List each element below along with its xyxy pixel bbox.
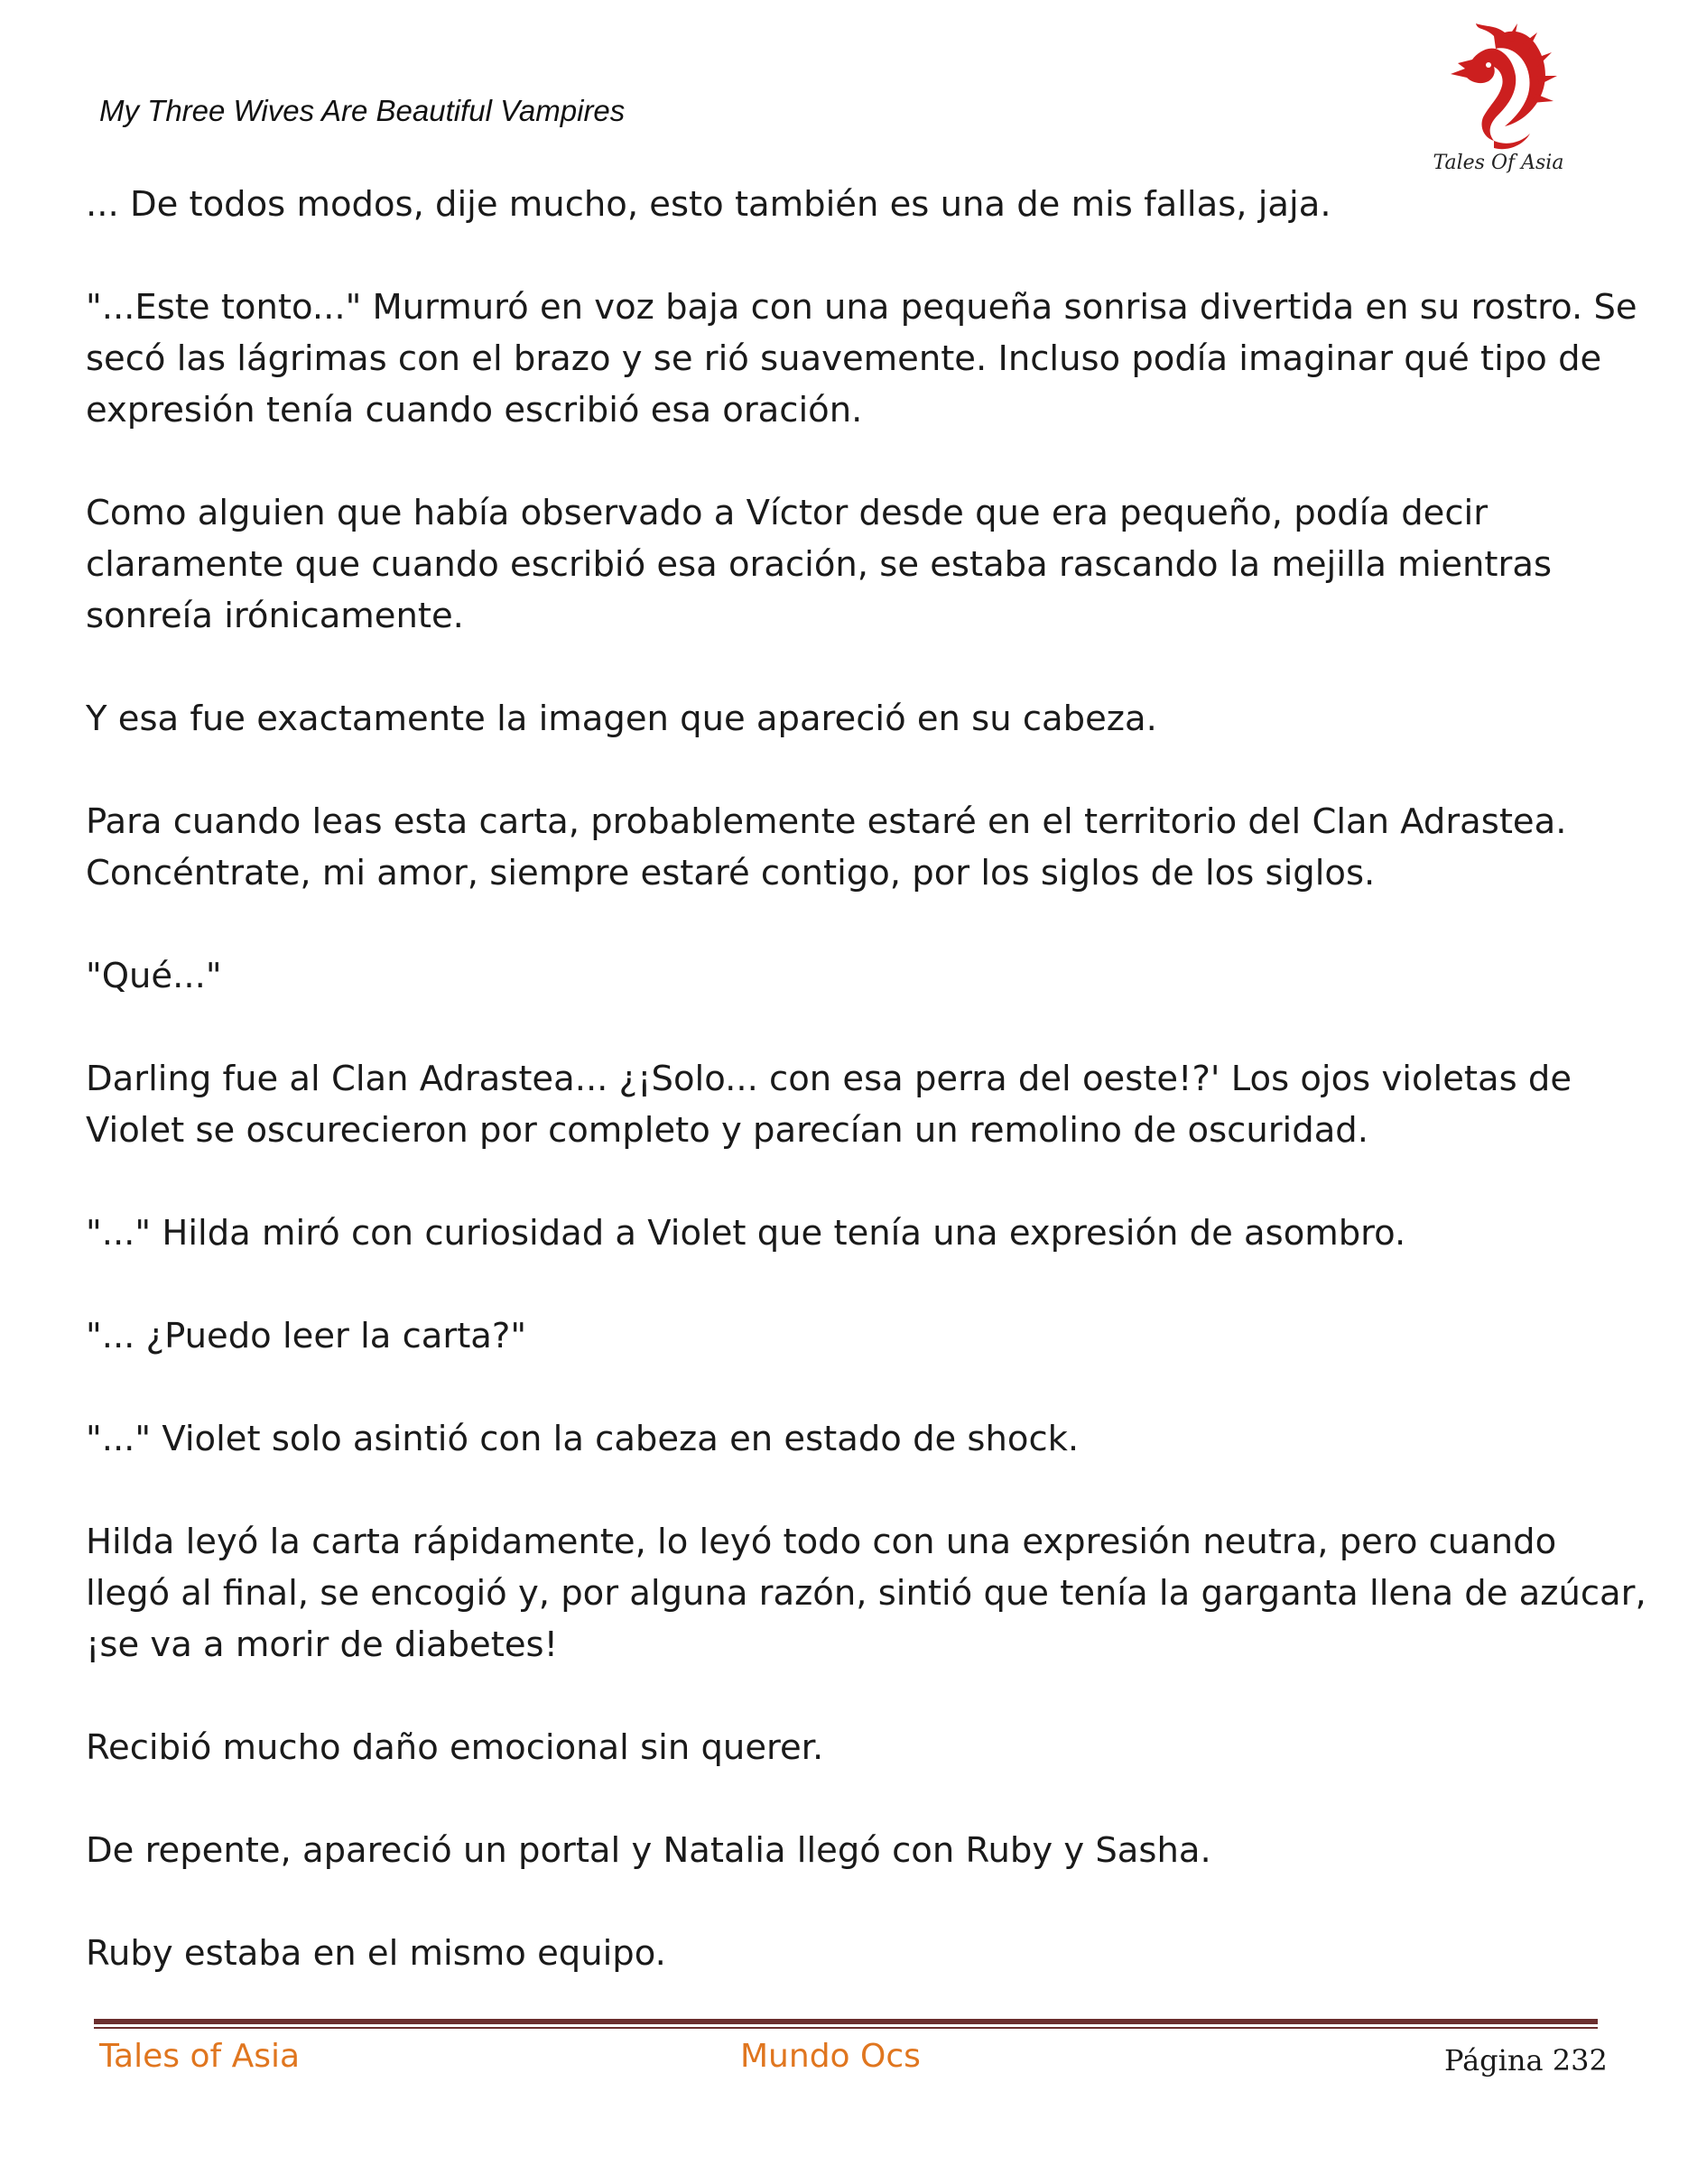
paragraph (86, 1208, 1620, 1259)
footer-rule (94, 2019, 1598, 2030)
text-line: ¡se va a morir de diabetes! (86, 1624, 559, 1665)
paragraph (86, 487, 1620, 642)
text-line: claramente que cuando escribió esa oración, se estaba rascando la mejilla mientras (86, 544, 1553, 585)
paragraph (86, 796, 1620, 899)
dragon-icon (1431, 20, 1566, 155)
logo-text: Tales Of Asia (1433, 152, 1564, 174)
text-line: Violet se oscurecieron por completo y parecían un remolino de oscuridad. (86, 1110, 1368, 1151)
text-line: "Qué..." (86, 956, 222, 996)
paragraph (86, 1825, 1620, 1876)
text-line: Ruby estaba en el mismo equipo. (86, 1933, 666, 1974)
footer-section-name: Mundo Ocs (740, 2038, 921, 2075)
text-line: llegó al final, se encogió y, por alguna razón, sintió que tenía la garganta llena de azúcar, (86, 1573, 1646, 1614)
text-line: De repente, apareció un portal y Natalia llegó con Ruby y Sasha. (86, 1830, 1211, 1871)
text-line: secó las lágrimas con el brazo y se rió suavemente. Incluso podía imaginar qué tipo de (86, 338, 1602, 379)
text-line: Recibió mucho daño emocional sin querer. (86, 1727, 824, 1768)
text-line: Darling fue al Clan Adrastea... ¿¡Solo... con esa perra del oeste!?' Los ojos violetas de (86, 1059, 1572, 1099)
paragraph (86, 1310, 1620, 1362)
text-line: "...Este tonto..." Murmuró en voz baja con una pequeña sonrisa divertida en su rostro. Se (86, 287, 1637, 328)
text-line: "... ¿Puedo leer la carta?" (86, 1316, 527, 1356)
paragraph (86, 693, 1620, 745)
text-line: Como alguien que había observado a Víctor desde que era pequeño, podía decir (86, 493, 1489, 533)
paragraph (86, 282, 1637, 436)
footer-site-name: Tales of Asia (99, 2038, 301, 2075)
paragraph (86, 950, 1620, 1002)
text-line: ... De todos modos, dije mucho, esto también es una de mis fallas, jaja. (86, 184, 1331, 225)
body-text (86, 179, 1646, 2031)
paragraph (86, 1413, 1620, 1465)
paragraph (86, 1928, 1620, 1979)
text-line: Y esa fue exactamente la imagen que apareció en su cabeza. (86, 699, 1157, 739)
book-title: My Three Wives Are Beautiful Vampires (99, 94, 626, 127)
paragraph (86, 1516, 1646, 1670)
text-line: "..." Violet solo asintió con la cabeza en estado de shock. (86, 1419, 1080, 1459)
tales-of-asia-logo (1431, 20, 1566, 180)
text-line: Hilda leyó la carta rápidamente, lo leyó todo con una expresión neutra, pero cuando (86, 1522, 1557, 1562)
text-line: Concéntrate, mi amor, siempre estaré contigo, por los siglos de los siglos. (86, 853, 1376, 893)
footer-rule-thin (94, 2027, 1598, 2029)
text-line: "..." Hilda miró con curiosidad a Violet que tenía una expresión de asombro. (86, 1213, 1406, 1254)
paragraph (86, 179, 1620, 230)
paragraph (86, 1722, 1620, 1773)
text-line: expresión tenía cuando escribió esa oración. (86, 390, 863, 430)
paragraph (86, 1053, 1620, 1156)
text-line: sonreía irónicamente. (86, 596, 464, 636)
text-line: Para cuando leas esta carta, probablemente estaré en el territorio del Clan Adrastea. (86, 801, 1567, 842)
footer-rule-thick (94, 2019, 1598, 2024)
page-number: Página 232 (1444, 2043, 1608, 2078)
